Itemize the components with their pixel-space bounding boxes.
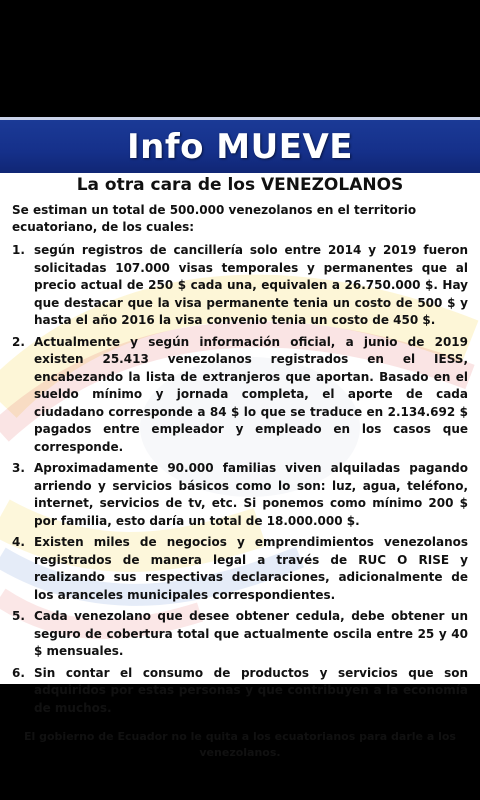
list-item <box>12 334 468 457</box>
item-number: 2. <box>12 334 25 349</box>
list-item <box>12 460 468 530</box>
item-number: 6. <box>12 665 25 680</box>
article-title: La otra cara de los VENEZOLANOS <box>76 175 404 195</box>
facts-list <box>0 242 480 717</box>
item-number: 3. <box>12 461 25 475</box>
item-text: Actualmente y según información oficial, a junio de 2019 existen 25.413 venezolanos registrados en el IESS, encabezando la lista de extranjeros que aportan. Basado en el sueldo mínimo y jornada completa, el aporte de cada ciudadano corresponde a 84 $ lo que se traduce en 2.134.692 $ pagados entre empleador y empleado en los casos que corresponde. <box>34 334 468 454</box>
list-item <box>12 665 468 718</box>
list-item <box>12 608 468 661</box>
info-card <box>0 117 480 759</box>
item-text: según registros de cancillería solo entre 2014 y 2019 fueron solicitadas 107.000 visas temporales y permanentes que al precio actual de 250 $ cada una, equivalen a 26.750.000 $. Hay que destacar que la visa permanente tenia un costo de 500 $ y hasta el año 2016 la visa convenio tenia un costo de 450 $. <box>34 243 468 327</box>
article-body <box>0 170 480 761</box>
item-text: Cada venezolano que desee obtener cedula, debe obtener un seguro de cobertura total que actualmente oscila entre 25 y 40 $ mensuales. <box>34 609 468 658</box>
item-number: 4. <box>12 535 25 549</box>
list-item <box>12 534 468 604</box>
closing-statement: El gobierno de Ecuador no le quita a los ecuatorianos para darle a los venezolanos. <box>24 730 456 759</box>
item-text: Aproximadamente 90.000 familias viven alquiladas pagando arriendo y servicios básicos como lo son: luz, agua, teléfono, internet, servicios de tv, etc. Si ponemos como mínimo 200 $ por familia, esto daría un total de 18.000.000 $. <box>34 461 468 528</box>
item-text: Existen miles de negocios y emprendimientos venezolanos registrados de manera legal a través de RUC O RISE y realizando sus respectivas declaraciones, adicionalmente de los aranceles municipales correspondientes. <box>34 535 468 602</box>
intro-paragraph: Se estiman un total de 500.000 venezolanos en el territorio ecuatoriano, de los cuales: <box>12 203 417 234</box>
banner-title: Info MUEVE <box>126 126 354 167</box>
item-number: 5. <box>12 609 25 623</box>
item-text: Sin contar el consumo de productos y servicios que son adquiridos por estas personas y que contribuyen a la economía de muchos. <box>34 665 468 715</box>
list-item <box>12 242 468 330</box>
header-banner <box>0 117 480 173</box>
item-number: 1. <box>12 243 25 257</box>
